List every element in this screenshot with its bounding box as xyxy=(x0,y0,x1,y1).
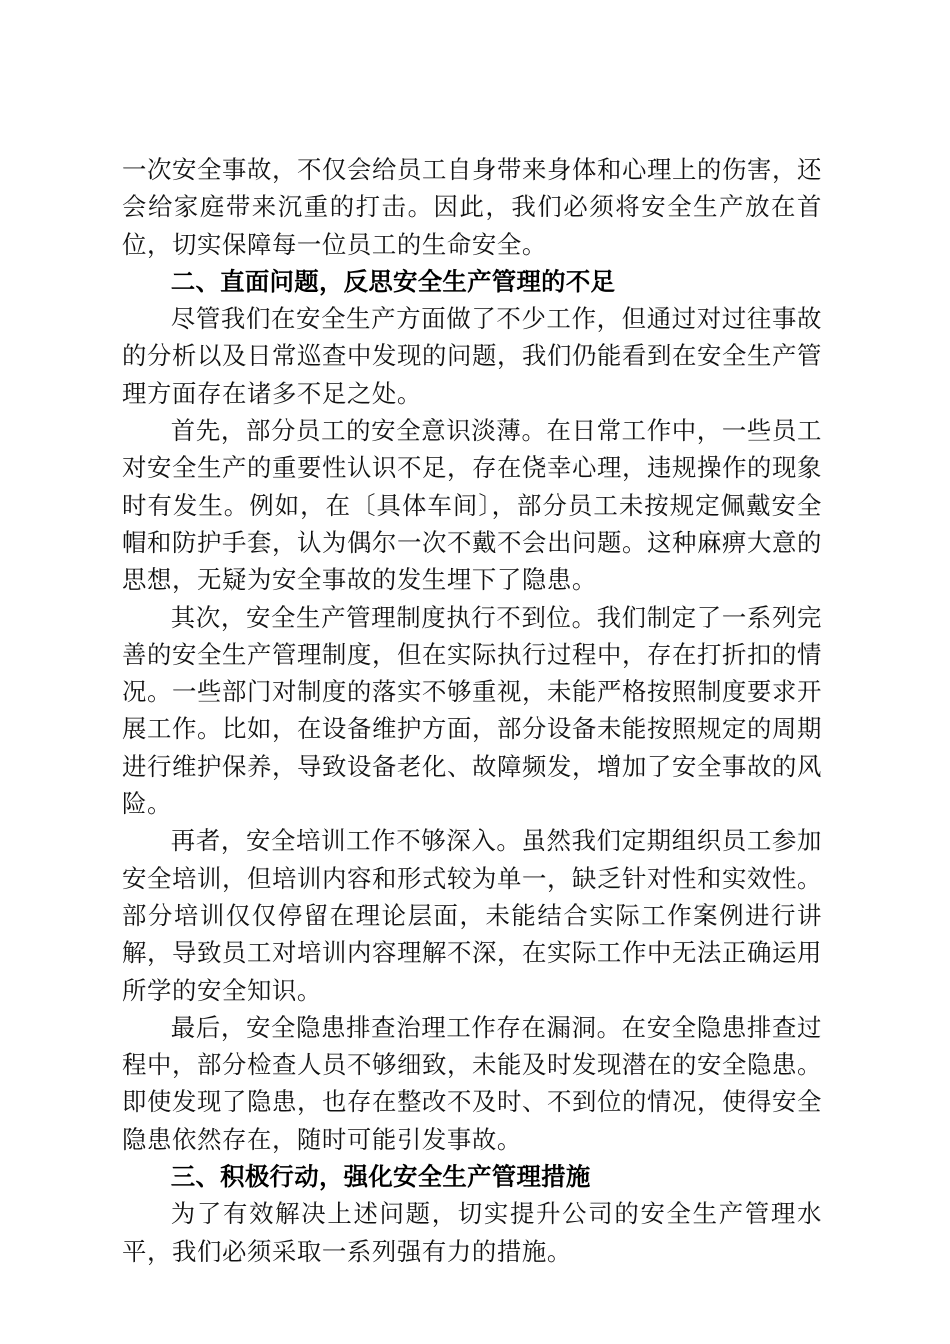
paragraph-third-point: 再者，安全培训工作不够深入。虽然我们定期组织员工参加安全培训，但培训内容和形式较为单一，缺乏针对性和实效性。部分培训仅仅停留在理论层面，未能结合实际工作案例进行讲解，导致员工对培训内容理解不深，在实际工作中无法正确运用所学的安全知识。 xyxy=(122,826,822,1005)
paragraph-second-point: 其次，安全生产管理制度执行不到位。我们制定了一系列完善的安全生产管理制度，但在实际执行过程中，存在打折扣的情况。一些部门对制度的落实不够重视，未能严格按照制度要求开展工作。比如，在设备维护方面，部分设备未能按照规定的周期进行维护保养，导致设备老化、故障频发，增加了安全事故的风险。 xyxy=(122,602,822,819)
paragraph-last-point: 最后，安全隐患排查治理工作存在漏洞。在安全隐患排查过程中，部分检查人员不够细致，未能及时发现潜在的安全隐患。即使发现了隐患，也存在整改不及时、不到位的情况，使得安全隐患依然存在，随时可能引发事故。 xyxy=(122,1012,822,1154)
paragraph-problems-intro: 尽管我们在安全生产方面做了不少工作，但通过对过往事故的分析以及日常巡查中发现的问题，我们仍能看到在安全生产管理方面存在诸多不足之处。 xyxy=(122,304,822,408)
paragraph-first-point: 首先，部分员工的安全意识淡薄。在日常工作中，一些员工对安全生产的重要性认识不足，存在侥幸心理，违规操作的现象时有发生。例如，在〔具体车间〕，部分员工未按规定佩戴安全帽和防护手套，认为偶尔一次不戴不会出问题。这种麻痹大意的思想，无疑为安全事故的发生埋下了隐患。 xyxy=(122,416,822,595)
paragraph-continuation: 一次安全事故，不仅会给员工自身带来身体和心理上的伤害，还会给家庭带来沉重的打击。因此，我们必须将安全生产放在首位，切实保障每一位员工的生命安全。 xyxy=(122,155,822,259)
paragraph-measures-intro: 为了有效解决上述问题，切实提升公司的安全生产管理水平，我们必须采取一系列强有力的措施。 xyxy=(122,1199,822,1266)
section-heading-3: 三、积极行动，强化安全生产管理措施 xyxy=(170,1162,591,1192)
section-heading-2: 二、直面问题，反思安全生产管理的不足 xyxy=(170,266,616,296)
document-page xyxy=(122,151,822,1270)
